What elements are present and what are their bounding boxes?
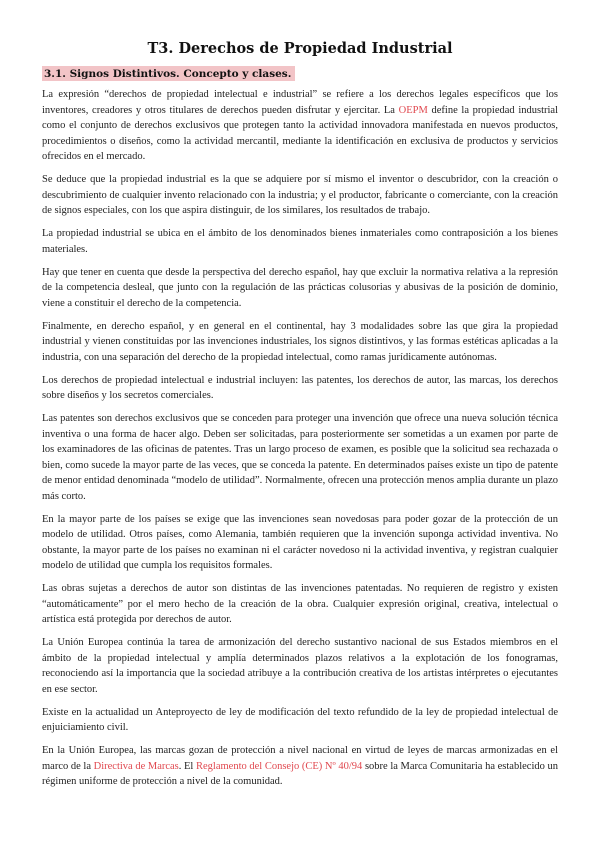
paragraph-8: En la mayor parte de los países se exige que las invenciones sean novedosas para poder gozar de la protección de un modelo de utilidad. Otros países, como Alemania, también requieren que la invención suponga actividad inventiva. No obstante, la mayor parte de los países no examinan ni el carácter novedoso ni la actividad inventiva, y registran cualquier modelo de utilidad que cumpla los requisitos formales. <box>42 513 558 571</box>
paragraph-7: Las patentes son derechos exclusivos que se conceden para proteger una invención que ofrece una nueva solución técnica inventiva o una forma de hacer algo. Deben ser solicitadas, para posteriormente ser sometidas a un examen por parte de los examinadores de las oficinas de patentes. Tras un largo proceso de examen, es posible que la solicitud sea rechazada o bien, como sucede la mayor parte de las veces, que se conceda la patente. En determinados países existe un tipo de patente de menor entidad denominada “modelo de utilidad”. Normalmente, ofrecen una protección menos amplia durante un plazo más corto. <box>42 413 558 502</box>
paragraph-1-text-a: La expresión “derechos de propiedad intelectual e industrial” se refiere a los derechos legales específicos que los inventores, creadores y otros titulares de derechos pueden disfrutar y ejercitar. La <box>42 89 558 116</box>
paragraph-1-text-b: define la propiedad industrial como el conjunto de derechos exclusivos que protegen tanto la actividad innovadora manifestada en nuevos productos, procedimientos o diseños, como la actividad mercantil, mediante la identificación en exclusiva de productos y servicios ofrecidos en el mercado. <box>42 104 558 162</box>
reglamento-consejo-link[interactable]: Reglamento del Consejo (CE) Nº 40/94 <box>196 760 363 772</box>
paragraph-12-text-a: En la Unión Europea, las marcas gozan de protección a nivel nacional en virtud de leyes de marcas armonizadas en el marco de la <box>42 745 558 772</box>
directiva-marcas-link[interactable]: Directiva de Marcas <box>93 760 179 772</box>
paragraph-11: Existe en la actualidad un Anteproyecto de ley de modificación del texto refundido de la ley de propiedad intelectual de enjuiciamiento civil. <box>42 706 558 733</box>
paragraph-12-text-b: . El <box>178 760 196 772</box>
paragraph-3: La propiedad industrial se ubica en el ámbito de los denominados bienes inmateriales como contraposición a los bienes materiales. <box>42 228 558 255</box>
paragraph-4: Hay que tener en cuenta que desde la perspectiva del derecho español, hay que excluir la normativa relativa a la represión de la competencia desleal, que junto con la regulación de las prácticas colusorias y abusivas de la posición de dominio, viene a constituir el derecho de la competencia. <box>42 266 558 309</box>
paragraph-6: Los derechos de propiedad intelectual e industrial incluyen: las patentes, los derechos de autor, las marcas, los derechos sobre diseños y los secretos comerciales. <box>42 374 558 401</box>
page-title: T3. Derechos de Propiedad Industrial <box>147 40 453 57</box>
paragraph-12-text-c: sobre la Marca Comunitaria ha establecido un régimen uniforme de protección a nivel de la comunidad. <box>42 760 558 787</box>
section-heading: 3.1. Signos Distintivos. Concepto y clases. <box>42 66 295 81</box>
paragraph-1 <box>42 87 558 165</box>
paragraph-12 <box>42 743 558 790</box>
paragraph-2: Se deduce que la propiedad industrial es la que se adquiere por sí mismo el inventor o descubridor, con la creación o descubrimiento de cualquier invento relacionado con la industria; y el productor, fabricante o comerciante, con la creación de signos especiales, con los que aspira distinguir, de los similares, los resultados de trabajo. <box>42 174 558 216</box>
paragraph-10: La Unión Europea continúa la tarea de armonización del derecho sustantivo nacional de sus Estados miembros en el ámbito de la propiedad intelectual y amplía determinados plazos relativos a la explotación de los fonogramas, reconociendo así la importancia que la sociedad atribuye a la contribución creativa de los artistas intérpretes o ejecutantes en ese sector. <box>42 637 558 695</box>
paragraph-9: Las obras sujetas a derechos de autor son distintas de las invenciones patentadas. No requieren de registro y existen “automáticamente” por el mero hecho de la creación de la obra. Cualquier expresión original, creativa, intelectual o artística está protegida por derechos de autor. <box>42 583 558 625</box>
paragraph-5: Finalmente, en derecho español, y en general en el continental, hay 3 modalidades sobre las que gira la propiedad industrial y vienen constituidas por las invenciones industriales, los signos distintivos, y las formas estéticas aplicadas a la industria, con una separación del derecho de la propiedad intelectual, como ramas jurídicamente autónomas. <box>42 320 558 363</box>
oepm-link[interactable]: OEPM <box>398 104 428 116</box>
